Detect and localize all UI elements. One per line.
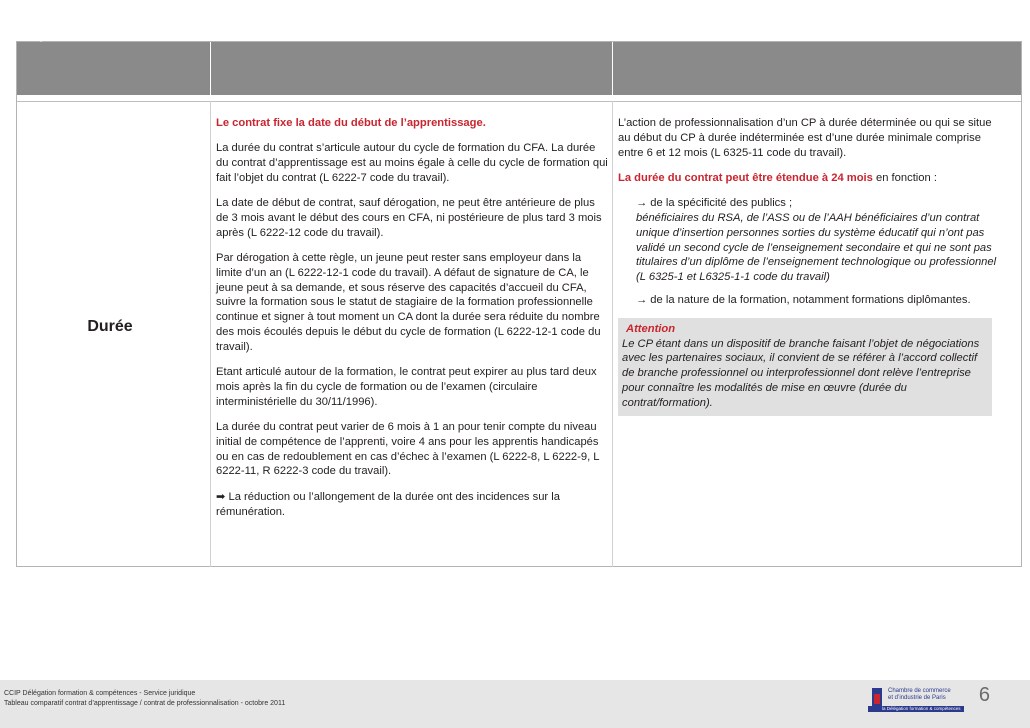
list-item: → de la nature de la formation, notamment formations diplômantes.: [636, 293, 971, 306]
list-item: → de la spécificité des publics ;: [636, 197, 793, 210]
table-header: [17, 42, 1021, 95]
professionnalisation-extension: [618, 171, 1000, 186]
apprentissage-paragraph: Par dérogation à cette règle, un jeune peut rester sans employeur dans la limite d’un an (L 6222-12-1 code du travail). A défaut de signature de CA, le jeune peut à sa demande, et sous réserve des capacités d’accueil du CFA, suivre la formation sous le statut de stagiaire de la formation professionnelle continue et signer à tout moment un CA dont la durée sera réduite du nombre des mois écoulés depuis le début du cycle de formation (L 6222-12-1 code du travail).: [216, 252, 601, 353]
apprentissage-note: ➡ La réduction ou l’allongement de la durée ont des incidences sur la rémunération.: [216, 490, 560, 518]
extension-highlight: La durée du contrat peut être étendue à 24 mois: [618, 171, 873, 184]
footer-line-2: Tableau comparatif contrat d’apprentissage / contrat de professionnalisation - octobre 2011: [4, 700, 286, 707]
attention-title: Attention: [626, 322, 676, 335]
apprentissage-paragraph: La durée du contrat s’articule autour du cycle de formation du CFA. La durée du contrat d’apprentissage est au moins égale à celle du cycle de formation qui fait l’objet du contrat (L 6222-7 code du travail).: [216, 142, 608, 184]
logo-text-2: et d’industrie de Paris: [888, 695, 946, 701]
footer-line-1: CCIP Délégation formation & compétences - Service juridique: [4, 690, 196, 697]
attention-text: Le CP étant dans un dispositif de branche faisant l’objet de négociations avec les partenaires sociaux, il convient de se référer à l’accord collectif de branche professionnel ou interprofessionnel dont relève l’entreprise pour connaître les modalités de mise en œuvre (durée du contrat/formation).: [622, 337, 980, 409]
column-divider: [612, 101, 613, 567]
eiffel-tower-icon: [872, 688, 882, 708]
apprentissage-paragraph: Etant articulé autour de la formation, le contrat peut expirer au plus tard deux mois après la fin du cycle de formation ou de l’examen (circulaire interministérielle du 30/11/1996).: [216, 366, 597, 408]
ccip-logo: [868, 686, 964, 712]
apprentissage-column: [216, 116, 608, 530]
header-separator: [612, 42, 613, 95]
header-dispositions: Dispositions légales septembre 2011: [26, 12, 143, 42]
professionnalisation-paragraph: L’action de professionnalisation d’un CP à durée déterminée ou qui se situe au début du CP à durée indéterminée est d’une durée minimale comprise entre 6 et 12 mois (L 6325-11 code du travail).: [618, 117, 992, 159]
list-item-detail: bénéficiaires du RSA, de l’ASS ou de l’AAH bénéficiaires d’un contrat unique d’insertion personnes sorties du système éducatif qui n’ont pas validé un second cycle de l’enseignement secondaire et qui ne sont pas titulaires d’un diplôme de l’enseignement technologique ou professionnel (L 6325-1 et L6325-1-1 code du travail): [636, 211, 997, 284]
logo-band: la Délégation formation & compétences: [868, 706, 964, 712]
header-separator: [210, 42, 211, 95]
row-label-duree: Durée: [87, 318, 133, 335]
extension-rest: en fonction :: [872, 171, 937, 184]
logo-text-1: Chambre de commerce: [888, 688, 951, 694]
apprentissage-intro: Le contrat fixe la date du début de l’apprentissage.: [216, 117, 486, 129]
header-professionnalisation: CONTRAT DE PROFESSIONNALISATION et « ACTION DE PROFESSIONNALISATION »: [618, 12, 865, 42]
apprentissage-paragraph: La date de début de contrat, sauf dérogation, ne peut être antérieure de plus de 3 mois avant le début des cours en CFA, ni postérieure de plus tard 3 mois après (L 6222-12 code du travail).: [216, 197, 602, 239]
professionnalisation-column: [618, 116, 1000, 416]
attention-box: [618, 318, 992, 416]
column-divider: [210, 101, 211, 567]
page-number: 6: [978, 684, 990, 706]
apprentissage-paragraph: La durée du contrat peut varier de 6 mois à 1 an pour tenir compte du niveau initial de compétence de l’apprenti, voire 4 ans pour les apprentis handicapés ou en cas de redoublement en cas d’échec à l’examen (L 6222-8, L 6222-9, L 6222-11, R 6222-3 code du travail).: [216, 421, 600, 478]
row-top-rule: [17, 101, 1021, 102]
header-apprentissage: CONTRAT D’APPRENTISSAGE: [216, 12, 392, 26]
extension-list: [618, 196, 1000, 308]
